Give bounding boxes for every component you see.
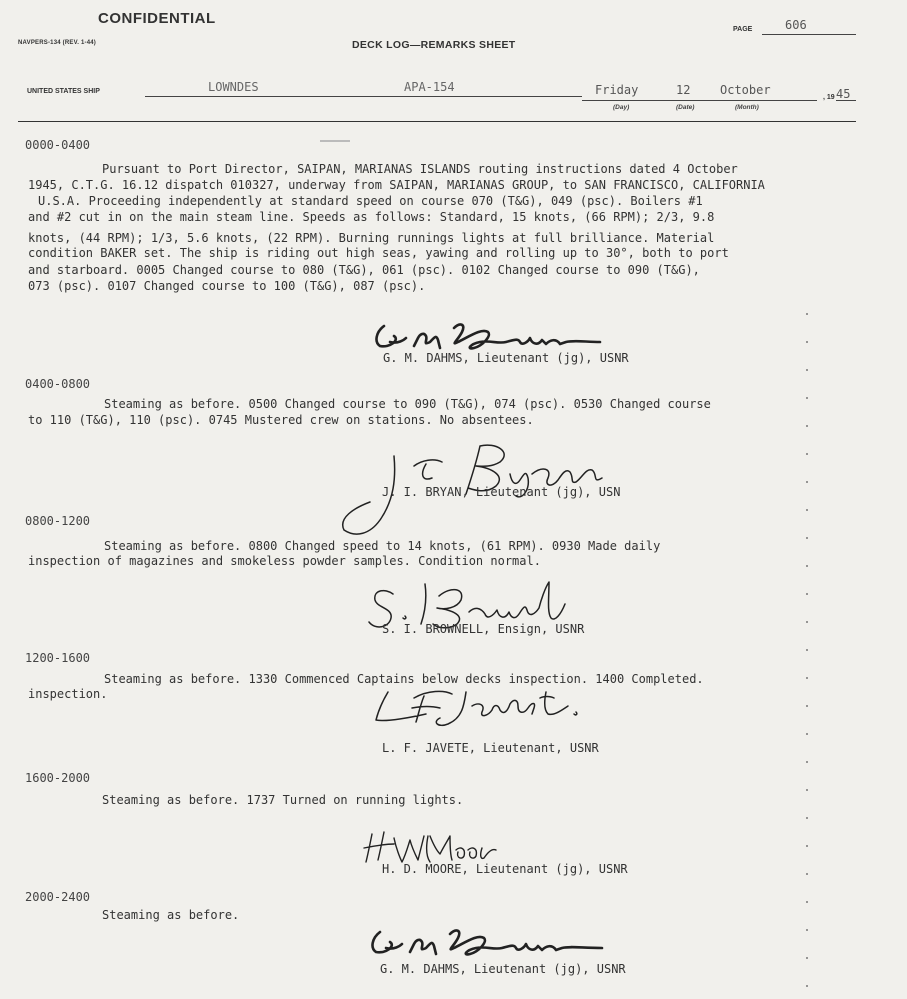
log-date: 12 [676, 83, 691, 97]
log-line: to 110 (T&G), 110 (psc). 0745 Mustered crew on stations. No absentees. [28, 413, 534, 427]
log-line: U.S.A. Proceeding independently at standard speed on course 070 (T&G), 049 (psc). Boilers #1 [38, 194, 703, 208]
log-line: and #2 cut in on the main steam line. Speeds as follows: Standard, 15 knots, (66 RPM); 2/3, 9.8 [28, 210, 715, 224]
log-day: Friday [595, 83, 639, 97]
signature-name: L. F. JAVETE, Lieutenant, USNR [382, 741, 599, 755]
ship-label: UNITED STATES SHIP [27, 88, 100, 95]
ink-smudge [320, 140, 350, 142]
ship-line [145, 96, 582, 97]
signature-name: G. M. DAHMS, Lieutenant (jg), USNR [383, 351, 629, 365]
classification-heading: CONFIDENTIAL [98, 10, 216, 27]
log-year: 45 [836, 87, 851, 101]
date-line [582, 100, 817, 101]
form-number: NAVPERS-134 (REV. 1-44) [18, 40, 96, 46]
log-line: inspection of magazines and smokeless powder samples. Condition normal. [28, 554, 541, 568]
watch-time: 2000-2400 [25, 890, 91, 904]
watch-time: 0800-1200 [25, 514, 91, 528]
signature-dahms [366, 926, 616, 966]
log-line: Steaming as before. [102, 908, 240, 922]
signature-name: J. I. BRYAN, Lieutenant (jg), USN [382, 485, 621, 499]
log-line: Steaming as before. 1737 Turned on running lights. [102, 793, 464, 807]
log-line: Steaming as before. 0800 Changed speed to 14 knots, (61 RPM). 0930 Made daily [104, 539, 661, 553]
log-line: condition BAKER set. The ship is riding out high seas, yawing and rolling up to 30°, both to port [28, 246, 729, 260]
log-line: Pursuant to Port Director, SAIPAN, MARIANAS ISLANDS routing instructions dated 4 October [102, 162, 738, 176]
year-prefix: , 19 [823, 94, 835, 101]
watch-time: 1200-1600 [25, 651, 91, 665]
page-number-line [762, 34, 856, 35]
signature-name: G. M. DAHMS, Lieutenant (jg), USNR [380, 962, 626, 976]
page-label: PAGE [733, 26, 753, 33]
hull-number: APA-154 [404, 80, 455, 94]
signature-name: S. I. BROWNELL, Ensign, USNR [382, 622, 585, 636]
log-line: inspection. [28, 687, 108, 701]
log-month: October [720, 83, 771, 97]
margin-dots [806, 300, 808, 990]
sheet-title: DECK LOG—REMARKS SHEET [352, 39, 516, 51]
watch-time: 0400-0800 [25, 377, 91, 391]
day-caption: (Day) [613, 104, 630, 111]
page-number: 606 [785, 18, 807, 32]
ship-name: LOWNDES [208, 80, 259, 94]
date-caption: (Date) [676, 104, 695, 111]
log-line: knots, (44 RPM); 1/3, 5.6 knots, (22 RPM). Burning runnings lights at full brilliance. Material [28, 231, 715, 245]
header-rule [18, 121, 856, 122]
watch-time: 1600-2000 [25, 771, 91, 785]
month-caption: (Month) [735, 104, 759, 111]
log-line: 1945, C.T.G. 16.12 dispatch 010327, underway from SAIPAN, MARIANAS GROUP, to SAN FRANCISCO, CALIFORNIA [28, 178, 765, 192]
log-line: Steaming as before. 1330 Commenced Captains below decks inspection. 1400 Completed. [104, 672, 704, 686]
signature-name: H. D. MOORE, Lieutenant (jg), USNR [382, 862, 628, 876]
log-line: Steaming as before. 0500 Changed course to 090 (T&G), 074 (psc). 0530 Changed course [104, 397, 711, 411]
signature-javete [368, 684, 588, 732]
log-line: 073 (psc). 0107 Changed course to 100 (T&G), 087 (psc). [28, 279, 426, 293]
watch-time: 0000-0400 [25, 138, 91, 152]
log-line: and starboard. 0005 Changed course to 080 (T&G), 061 (psc). 0102 Changed course to 090 (T&G), [28, 263, 700, 277]
